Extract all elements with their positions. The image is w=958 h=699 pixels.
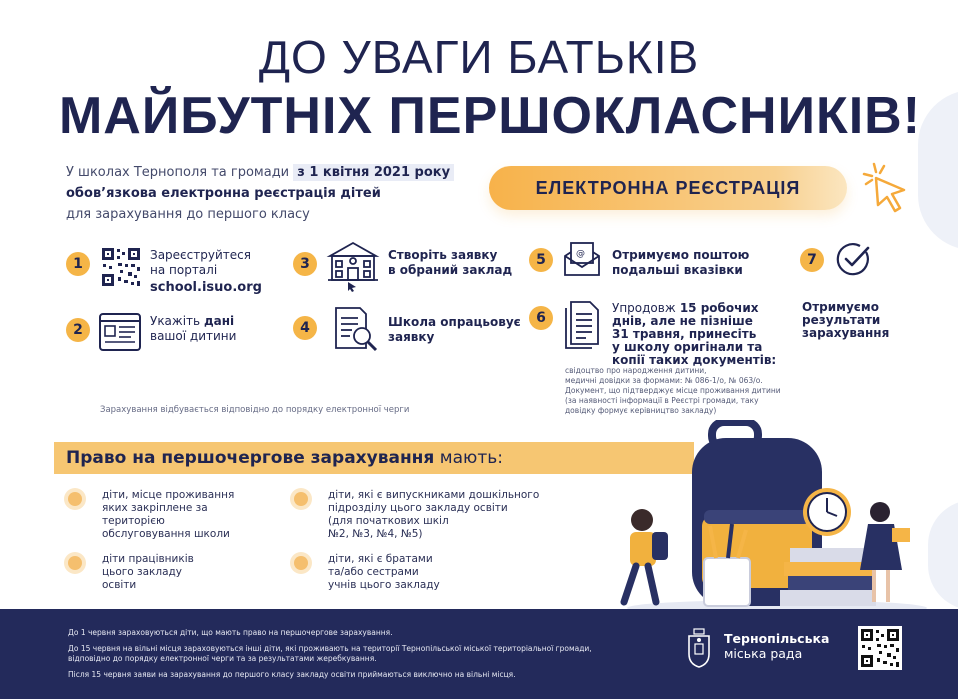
priority-item-line: освіти — [102, 579, 137, 591]
step-6-b5: копії таких документів: — [612, 353, 777, 367]
bullet-dot — [294, 492, 308, 506]
step-6-b2: днів, але не пізніше — [612, 314, 753, 328]
priority-item-line: підрозділу цього закладу освіти — [328, 502, 508, 514]
step-4-text — [388, 315, 521, 345]
step-1-text — [150, 248, 262, 295]
cursor-click-icon — [860, 160, 912, 214]
intro-line3: для зарахування до першого класу — [66, 207, 310, 222]
intro-bold-line: обов’язкова електронна реєстрація дітей — [66, 186, 381, 201]
qr-code-icon — [100, 246, 142, 288]
priority-item-line: та/або сестрами — [328, 566, 419, 578]
footer-line-3: Після 15 червня заяви на зарахування до першого класу закладу освіти приймаються виключно на вільні місця. — [68, 670, 516, 679]
footer-line-1: До 1 червня зараховуються діти, що мають право на першочергове зарахування. — [68, 628, 393, 637]
doc-line: свідоцтво про народження дитини, — [565, 366, 707, 375]
doc-line: Документ, що підтверджує місце проживання дитини — [565, 386, 781, 395]
city-council-name — [724, 631, 829, 661]
step-7-line2: результати — [802, 313, 881, 327]
doc-line: довідку формує керівництво закладу) — [565, 406, 717, 415]
portal-link[interactable]: school.isuo.org — [150, 280, 262, 295]
documents-icon — [562, 300, 602, 350]
intro-date: з 1 квітня 2021 року — [293, 164, 454, 181]
priority-heading-bold: Право на першочергове зарахування — [66, 448, 435, 468]
step-1-number: 1 — [66, 252, 90, 276]
priority-item-2 — [102, 553, 194, 592]
svg-text:@: @ — [576, 249, 585, 259]
step-2-number: 2 — [66, 318, 90, 342]
step-7-line1: Отримуємо — [802, 300, 879, 314]
bullet-dot — [294, 556, 308, 570]
school-building-icon — [326, 240, 380, 292]
step-2-text — [150, 314, 236, 344]
queue-note: Зарахування відбувається відповідно до порядку електронної черги — [100, 405, 410, 415]
priority-item-line: (для початкових шкіл — [328, 515, 449, 527]
step-2-line2: вашої дитини — [150, 329, 237, 343]
priority-item-4 — [328, 553, 440, 592]
priority-item-line: діти, місце проживання — [102, 489, 235, 501]
step-5-line2: подальші вказівки — [612, 263, 743, 277]
step-7-number: 7 — [800, 248, 824, 272]
step-4-line1: Школа опрацьовує — [388, 315, 521, 329]
priority-heading-band — [54, 442, 694, 474]
footer-qr-code-icon — [858, 626, 902, 670]
priority-item-line: обслуговування школи — [102, 528, 230, 540]
city-name-line2: міська рада — [724, 646, 803, 661]
priority-item-line: територією — [102, 515, 165, 527]
priority-item-line: учнів цього закладу — [328, 579, 440, 591]
priority-item-line: діти, які є братами — [328, 553, 433, 565]
step-4-number: 4 — [293, 316, 317, 340]
step-5-text — [612, 248, 749, 278]
step-5-line1: Отримуємо поштою — [612, 248, 750, 262]
bullet-dot — [68, 492, 82, 506]
title-line-1: ДО УВАГИ БАТЬКІВ — [258, 31, 700, 83]
doc-line: медичні довідки за формами: № 086-1/о, № 063/о. — [565, 376, 763, 385]
step-4-line2: заявку — [388, 330, 435, 344]
footer-line-2a: До 15 червня на вільні місця зараховуються інші діти, які проживають на території Тернопільської міської територіальної громади, — [68, 644, 592, 653]
step-6-b1: 15 робочих — [679, 301, 759, 315]
priority-item-line: діти, які є випускниками дошкільного — [328, 489, 540, 501]
step-3-line2: в обраний заклад — [388, 263, 513, 277]
checkmark-circle-icon — [836, 242, 872, 278]
footer-line-2b: відповідно до порядку електронної черги та за результатами жеребкування. — [68, 654, 377, 663]
title-line-2: МАЙБУТНІХ ПЕРШОКЛАСНИКІВ! — [58, 87, 922, 145]
priority-item-1 — [102, 489, 234, 541]
step-2-bold: дані — [203, 314, 235, 328]
priority-heading-rest: мають: — [439, 448, 503, 468]
step-7-text — [802, 301, 889, 340]
step-1-line1: Зареєструйтеся — [150, 248, 251, 262]
step-5-number: 5 — [529, 248, 553, 272]
step-6-b4: у школу оригінали та — [612, 340, 763, 354]
step-6-documents — [565, 366, 781, 416]
intro-prefix: У школах Тернополя та громади — [66, 165, 290, 180]
priority-item-line: №2, №3, №4, №5) — [328, 528, 423, 540]
step-7-line3: зарахування — [802, 326, 890, 340]
step-6-text — [612, 302, 776, 367]
priority-item-line: яких закріплене за — [102, 502, 208, 514]
priority-heading — [66, 448, 503, 468]
intro-text — [66, 162, 454, 225]
priority-item-line: цього закладу — [102, 566, 183, 578]
bullet-dot — [68, 556, 82, 570]
email-envelope-icon — [562, 240, 602, 278]
priority-item-3 — [328, 489, 539, 541]
step-3-line1: Створіть заявку — [388, 248, 498, 262]
school-illustration — [612, 420, 942, 616]
city-name-line1: Тернопільська — [724, 631, 830, 646]
step-6-b3: 31 травня, принесіть — [612, 327, 757, 341]
step-3-number: 3 — [293, 252, 317, 276]
step-6-p1: Упродовж — [612, 301, 676, 315]
step-2-line1: Укажіть — [150, 314, 201, 328]
step-6-number: 6 — [529, 306, 553, 330]
city-coat-of-arms-icon — [686, 628, 712, 668]
step-3-text — [388, 248, 512, 278]
doc-line: (за наявності інформації в Реєстрі громади, таку — [565, 396, 759, 405]
document-search-icon — [332, 306, 380, 352]
form-icon — [98, 312, 142, 352]
priority-item-line: діти працівників — [102, 553, 194, 565]
step-1-line2: на порталі — [150, 263, 218, 277]
electronic-registration-button[interactable]: ЕЛЕКТРОННА РЕЄСТРАЦІЯ — [489, 166, 847, 210]
